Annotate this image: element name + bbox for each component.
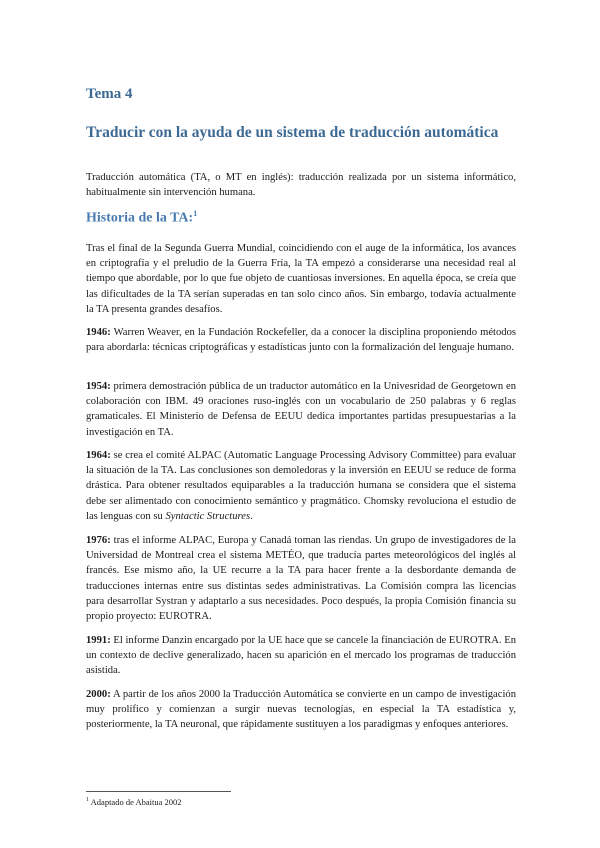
footnote-ref: 1 [193,209,198,218]
entry-1954 [86,379,516,440]
entry-year: 1946: [86,327,111,338]
entry-year: 1954: [86,381,111,392]
page-title: Traducir con la ayuda de un sistema de traducción automática [86,124,499,141]
chapter-label: Tema 4 [86,86,133,102]
entry-text: primera demostración pública de un traductor automático en la Univesridad de Georgetown en colaboración con IBM. 49 oraciones ruso-inglés con un vocabulario de 250 palabras y 6 reglas gramaticales. El Ministerio de Defensa de EEUU dedica importantes partidas presupuestarias a la investigación en TA. [86,381,516,438]
footnote-text: Adaptado de Abaitua 2002 [90,797,182,807]
history-intro-paragraph: Tras el final de la Segunda Guerra Mundial, coincidiendo con el auge de la informática, los avances en criptografía y el preludio de la Guerra Fría, la TA empezó a considerarse una necesidad real al tiempo que abordable, por lo que fue objeto de cuantiosas inversiones. En aquella época, se creía que las dificultades de la TA serían superadas en tan solo cinco años. Sin embargo, todavía actualmente la TA presenta grandes desafíos. [86,243,516,315]
entry-year: 1991: [86,635,111,646]
entry-year: 1964: [86,450,111,461]
entry-1991 [86,633,516,679]
entry-year: 2000: [86,689,111,700]
section-heading-text: Historia de la TA: [86,210,194,226]
entry-text: El informe Danzin encargado por la UE hace que se cancele la financiación de EUROTRA. En un contexto de declive generalizado, hacen su aparición en el mercado los programas de traducción asistida. [86,635,516,677]
footnote-divider [86,791,231,792]
entry-text: tras el informe ALPAC, Europa y Canadá toman las riendas. Un grupo de investigadores de la Universidad de Montreal crea el sistema METÉO, que traducía partes meteorológicos del inglés al francés. Ese mismo año, la UE recurre a la TA para hacer frente a la desbordante demanda de traducciones internas entre sus distintas sedes administrativas. La Comisión compra las licencias para desarrollar Systran y adaptarlo a sus necesidades. Poco después, la propia Comisión financia su propio proyecto: EUROTRA. [86,535,516,623]
section-heading [86,209,197,227]
footnote-marker: 1 [86,797,89,804]
entry-italic-title: Syntactic Structures [165,510,251,522]
entry-tail: . [250,510,253,522]
entry-1946 [86,325,516,355]
entry-1976 [86,533,516,624]
entry-text: Warren Weaver, en la Fundación Rockefeller, da a conocer la disciplina proponiendo métodos para abordarla: técnicas criptográficas y estadísticas junto con la formalización del lenguaje humano. [86,327,516,354]
entry-text: A partir de los años 2000 la Traducción Automática se convierte en un campo de investigación muy prolífico y comienzan a surgir nuevas tecnologías, en especial la TA estadística y, posteriormente, la TA neuronal, que rápidamente sustituyen a los paradigmas y enfoques anteriores. [86,689,516,731]
intro-paragraph: Traducción automática (TA, o MT en inglés): traducción realizada por un sistema informático, habitualmente sin intervención humana. [86,172,516,199]
entry-year: 1976: [86,535,111,546]
entry-text: se crea el comité ALPAC (Automatic Language Processing Advisory Committee) para evaluar la situación de la TA. Las conclusiones son demoledoras y la inversión en EEUU se reduce de forma drástica. Para obtener resultados equiparables a la traducción humana se considera que el sistema debe ser alimentado con conocimiento semántico y pragmático. Chomsky revoluciona el estudio de las lenguas con su [86,450,516,522]
entry-2000 [86,687,516,733]
footnote [86,797,182,807]
entry-1964 [86,448,516,524]
